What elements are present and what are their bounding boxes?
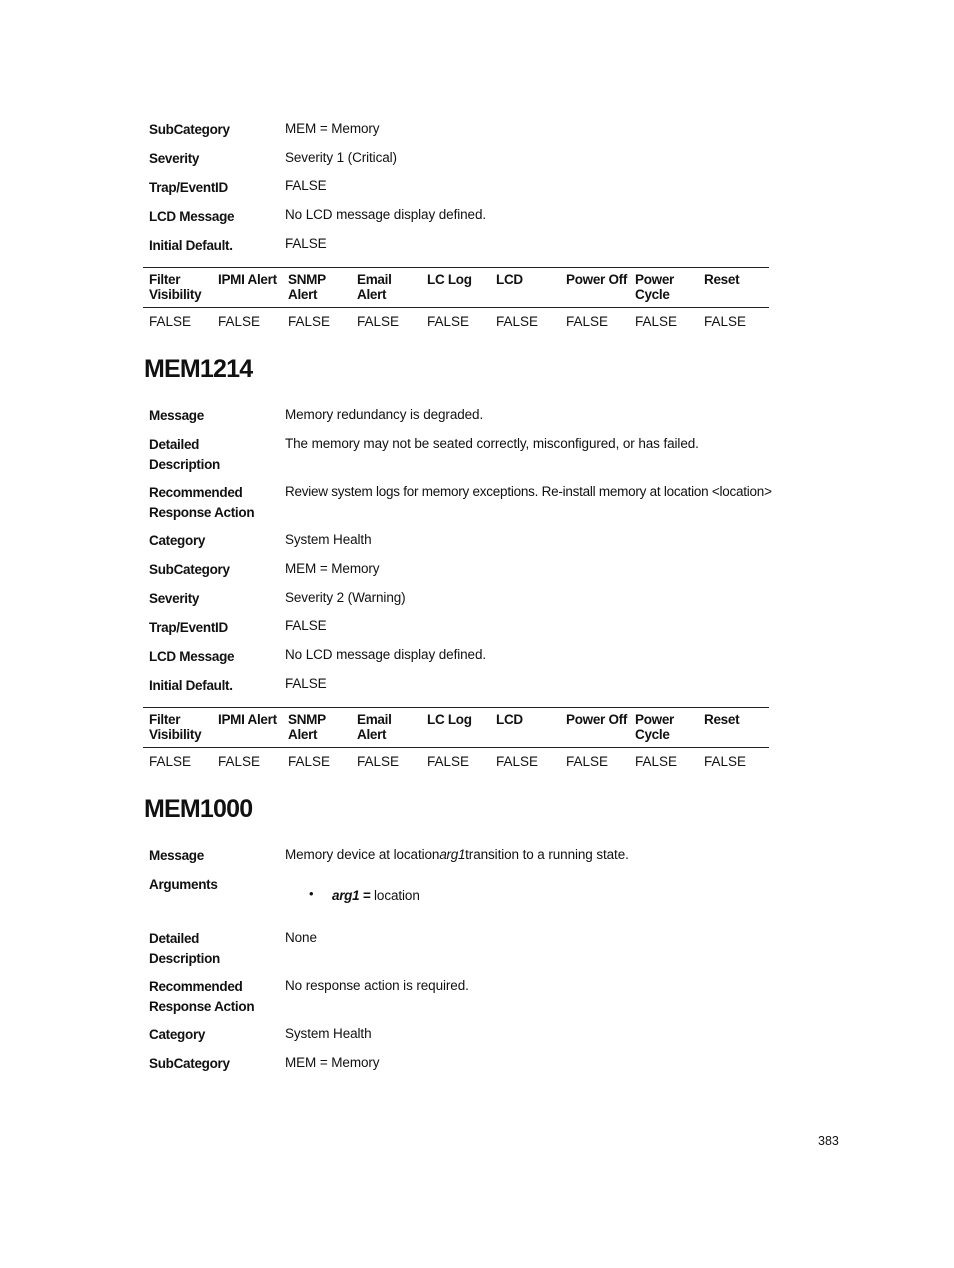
table-cell: FALSE	[218, 314, 261, 329]
field-label: Message	[149, 408, 204, 423]
table-cell: FALSE	[704, 314, 747, 329]
table-header-cell: IPMI Alert	[218, 712, 277, 727]
table-cell: FALSE	[427, 314, 470, 329]
field-value: MEM = Memory	[285, 561, 380, 576]
table-header-cell: Power Off	[566, 712, 628, 727]
table-cell: FALSE	[149, 314, 192, 329]
field-value: MEM = Memory	[285, 1055, 380, 1070]
table-header-cell: Reset	[704, 712, 740, 727]
field-value: Severity 2 (Warning)	[285, 590, 406, 605]
table-header-cell: Email Alert	[357, 272, 392, 302]
field-label: Initial Default.	[149, 678, 233, 693]
table-top-rule	[143, 707, 769, 708]
field-value: FALSE	[285, 178, 327, 193]
field-value: The memory may not be seated correctly, misconfigured, or has failed.	[285, 436, 699, 451]
table-header-cell: Power Off	[566, 272, 628, 287]
table-header-cell: LC Log	[427, 712, 472, 727]
field-value: No LCD message display defined.	[285, 647, 487, 662]
field-value: Severity 1 (Critical)	[285, 150, 397, 165]
field-value: FALSE	[285, 676, 327, 691]
field-label: SubCategory	[149, 562, 230, 577]
field-label: Initial Default.	[149, 238, 233, 253]
field-value: No response action is required.	[285, 978, 469, 993]
table-cell: FALSE	[496, 314, 539, 329]
table-header-rule	[143, 747, 769, 748]
bullet-icon: •	[309, 886, 314, 901]
field-label: Recommended Response Action	[149, 979, 255, 1014]
message-arg: arg1	[439, 847, 466, 862]
field-label: Detailed Description	[149, 931, 220, 966]
section-heading: MEM1000	[144, 795, 253, 823]
message-prefix: Memory device at location	[285, 847, 440, 862]
field-label: Trap/EventID	[149, 620, 228, 635]
table-cell: FALSE	[288, 754, 331, 769]
table-header-cell: IPMI Alert	[218, 272, 277, 287]
table-header-cell: Power Cycle	[635, 712, 675, 742]
table-cell: FALSE	[566, 314, 609, 329]
field-value: No LCD message display defined.	[285, 207, 487, 222]
table-header-cell: Power Cycle	[635, 272, 675, 302]
table-header-cell: Filter Visibility	[149, 272, 202, 302]
table-cell: FALSE	[218, 754, 261, 769]
field-value: FALSE	[285, 236, 327, 251]
field-label: LCD Message	[149, 649, 235, 664]
field-value: Review system logs for memory exceptions. Re-install memory at location <location>	[285, 484, 772, 499]
table-cell: FALSE	[704, 754, 747, 769]
field-value: Memory redundancy is degraded.	[285, 407, 484, 422]
field-label: SubCategory	[149, 122, 230, 137]
field-label: Trap/EventID	[149, 180, 228, 195]
field-value: System Health	[285, 1026, 372, 1041]
argument-name: arg1 =	[332, 888, 371, 903]
table-cell: FALSE	[427, 754, 470, 769]
page-number: 383	[818, 1134, 839, 1148]
table-header-cell: LCD	[496, 712, 523, 727]
argument-desc: location	[374, 888, 420, 903]
table-header-cell: Filter Visibility	[149, 712, 202, 742]
field-label: Arguments	[149, 877, 218, 892]
field-label: Severity	[149, 151, 200, 166]
message-suffix: transition to a running state.	[465, 847, 629, 862]
table-header-cell: LC Log	[427, 272, 472, 287]
field-label: Severity	[149, 591, 200, 606]
field-label: Recommended Response Action	[149, 485, 255, 520]
table-header-cell: SNMP Alert	[288, 272, 326, 302]
field-label: Category	[149, 533, 206, 548]
table-header-cell: Reset	[704, 272, 740, 287]
table-cell: FALSE	[566, 754, 609, 769]
table-header-cell: Email Alert	[357, 712, 392, 742]
table-cell: FALSE	[496, 754, 539, 769]
field-label: LCD Message	[149, 209, 235, 224]
table-cell: FALSE	[288, 314, 331, 329]
field-value: System Health	[285, 532, 372, 547]
table-cell: FALSE	[357, 754, 400, 769]
field-label: Message	[149, 848, 204, 863]
message-value	[285, 845, 629, 865]
section-heading: MEM1214	[144, 355, 253, 383]
field-value: None	[285, 930, 317, 945]
table-cell: FALSE	[635, 754, 678, 769]
table-cell: FALSE	[149, 754, 192, 769]
field-value: MEM = Memory	[285, 121, 380, 136]
table-header-rule	[143, 307, 769, 308]
table-header-cell: LCD	[496, 272, 523, 287]
field-label: Detailed Description	[149, 437, 220, 472]
field-value: FALSE	[285, 618, 327, 633]
table-cell: FALSE	[357, 314, 400, 329]
field-label: Category	[149, 1027, 206, 1042]
table-top-rule	[143, 267, 769, 268]
table-header-cell: SNMP Alert	[288, 712, 326, 742]
field-label: SubCategory	[149, 1056, 230, 1071]
argument-item	[332, 886, 420, 906]
table-cell: FALSE	[635, 314, 678, 329]
